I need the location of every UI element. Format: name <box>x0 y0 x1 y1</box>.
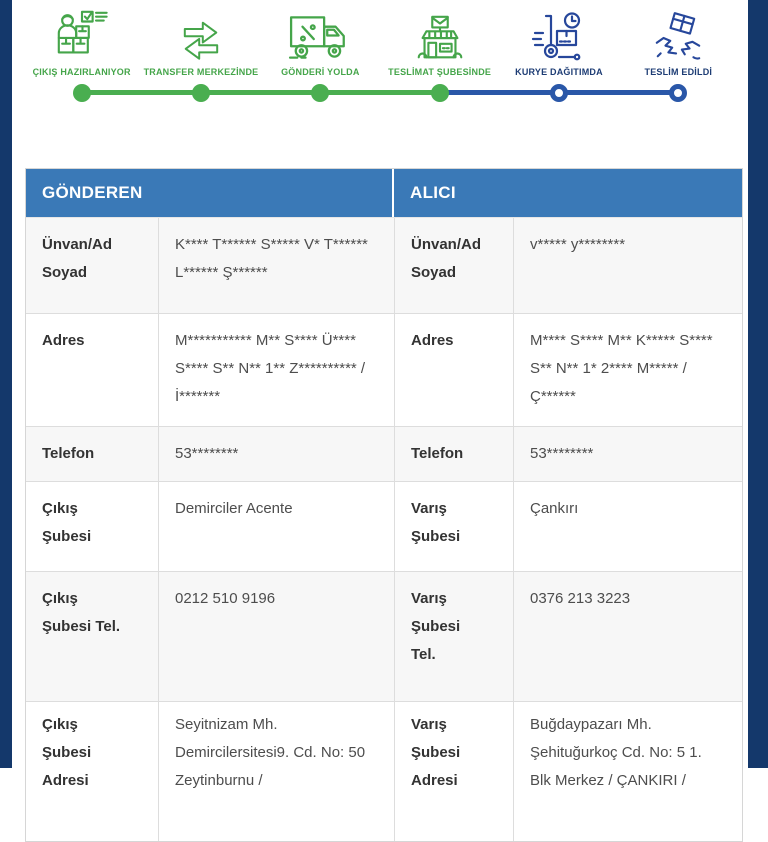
table-row-address <box>26 313 742 426</box>
sender-header: GÖNDEREN <box>42 183 143 202</box>
receiver-address-value: M**** S**** M** K***** S**** S** N** 1* 2**** M***** / Ç****** <box>513 314 742 426</box>
receiver-header: ALICI <box>410 183 456 202</box>
progress-dot-3 <box>311 84 329 102</box>
progress-step-gonderi-yolda <box>261 6 380 78</box>
table-row-branch-address <box>26 701 742 841</box>
worker-packages-icon <box>53 6 111 64</box>
progress-line-completed <box>82 90 440 95</box>
left-edge-bar <box>0 0 12 768</box>
sender-address-label: Adres <box>42 332 85 349</box>
progress-dot-6 <box>669 84 687 102</box>
receiver-name-value: v***** y******** <box>513 218 742 313</box>
departure-branch-label: Çıkış Şubesi <box>42 500 92 545</box>
page-content <box>12 0 748 789</box>
receiver-phone-value: 53******** <box>513 427 742 481</box>
progress-dot-2 <box>192 84 210 102</box>
table-row-branch-phone <box>26 571 742 701</box>
right-edge-bar <box>748 0 768 768</box>
progress-step-teslimat-subesinde <box>380 6 499 78</box>
progress-step-label: GÖNDERİ YOLDA <box>281 67 360 77</box>
sender-name-label: Ünvan/Ad Soyad <box>42 236 113 281</box>
departure-branch-address-label: Çıkış Şubesi Adresi <box>42 716 92 789</box>
receiver-name-label: Ünvan/Ad Soyad <box>394 218 513 313</box>
arrival-branch-label: Varış Şubesi <box>394 482 513 571</box>
arrival-branch-phone-label: Varış Şubesi Tel. <box>394 572 513 701</box>
table-row-branch <box>26 481 742 571</box>
transfer-arrows-icon <box>174 6 228 64</box>
progress-step-label: ÇIKIŞ HAZIRLANIYOR <box>32 67 131 77</box>
table-header <box>26 169 742 217</box>
arrival-branch-address-label: Varış Şubesi Adresi <box>394 702 513 841</box>
departure-branch-phone-label: Çıkış Şubesi Tel. <box>42 590 121 635</box>
progress-dot-4 <box>431 84 449 102</box>
progress-step-label: TESLİM EDİLDİ <box>644 67 713 77</box>
arrival-branch-phone-value: 0376 213 3223 <box>513 572 742 701</box>
progress-step-label: TESLİMAT ŞUBESİNDE <box>388 67 492 77</box>
branch-office-icon <box>411 6 469 64</box>
progress-step-label: TRANSFER MERKEZİNDE <box>143 67 259 77</box>
sender-name-value: K**** T****** S***** V* T****** L****** Ş****** <box>158 218 394 313</box>
arrival-branch-address-value: Buğdaypazarı Mh. Şehituğurkoç Cd. No: 5 1. Blk Merkez / ÇANKIRI / <box>513 702 742 841</box>
departure-branch-value: Demirciler Acente <box>158 482 394 571</box>
cargo-truck-icon <box>288 6 352 64</box>
arrival-branch-value: Çankırı <box>513 482 742 571</box>
departure-branch-phone-value: 0212 510 9196 <box>158 572 394 701</box>
shipment-progress-tracker <box>12 0 748 105</box>
table-body <box>26 217 742 841</box>
progress-dot-1 <box>73 84 91 102</box>
progress-dot-5 <box>550 84 568 102</box>
progress-step-cikis-hazirlaniyor <box>22 6 141 78</box>
sender-phone-label: Telefon <box>42 445 95 462</box>
progress-stages <box>22 6 738 78</box>
progress-step-kurye-dagitimda <box>499 6 618 78</box>
receiver-phone-label: Telefon <box>394 427 513 481</box>
sender-phone-value: 53******** <box>158 427 394 481</box>
shipment-info-table <box>25 168 743 842</box>
sender-address-value: M*********** M** S**** Ü**** S**** S** N** 1** Z********** / İ******* <box>158 314 394 426</box>
progress-step-transfer-merkezinde <box>141 6 260 78</box>
table-row-name <box>26 217 742 313</box>
progress-step-teslim-edildi <box>619 6 738 78</box>
delivered-package-hands-icon <box>651 6 705 64</box>
table-row-phone <box>26 426 742 481</box>
courier-dolly-clock-icon <box>531 6 587 64</box>
progress-track <box>22 81 738 105</box>
departure-branch-address-value: Seyitnizam Mh. Demircilersitesi9. Cd. No: 50 Zeytinburnu / <box>158 702 394 841</box>
progress-step-label: KURYE DAĞITIMDA <box>515 67 603 77</box>
receiver-address-label: Adres <box>394 314 513 426</box>
